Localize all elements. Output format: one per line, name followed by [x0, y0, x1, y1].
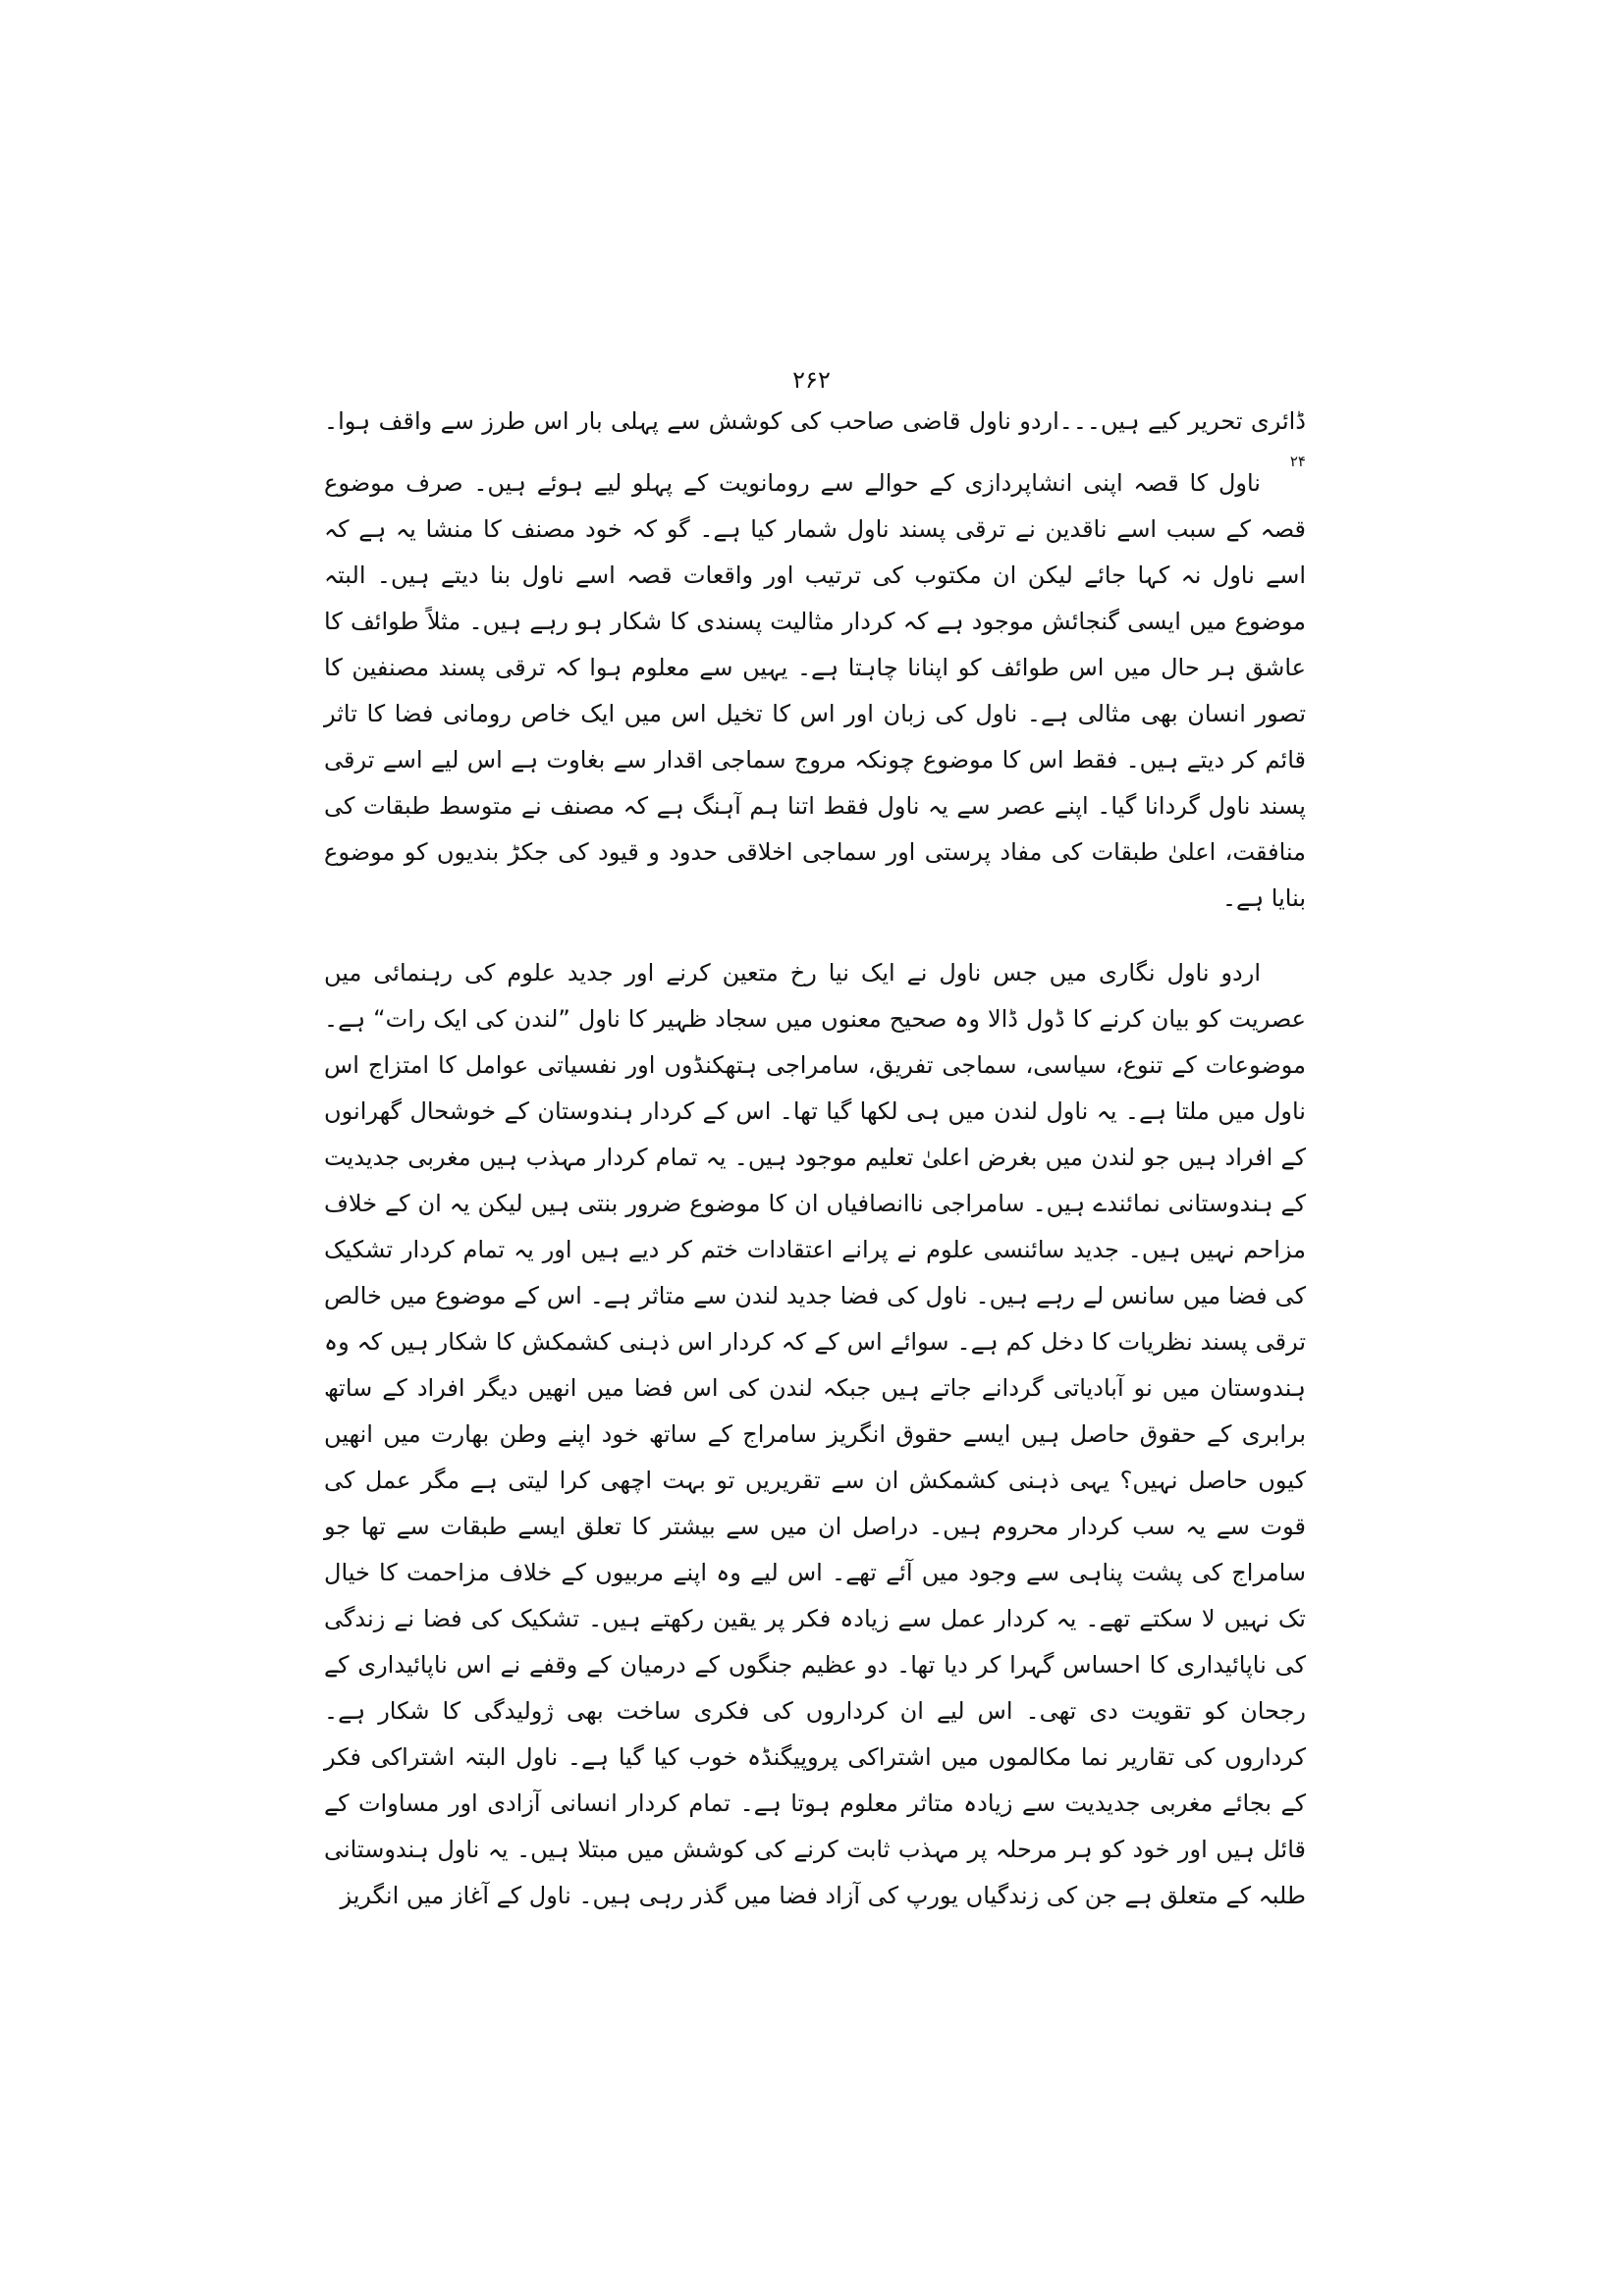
paragraph-2 [324, 950, 1306, 1919]
paragraph-2-text: اردو ناول نگاری میں جس ناول نے ایک نیا رخ متعین کرنے اور جدید علوم کی رہنمائی میں عصریت کو بیان کرنے کا ڈول ڈالا وہ صحیح معنوں میں سجاد ظہیر کا ناول ”لندن کی ایک رات“ ہے۔ موضوعات کے تنوع، سیاسی، سماجی تفریق، سامراجی ہتھکنڈوں اور نفسیاتی عوامل کا امتزاج اس ناول میں ملتا ہے۔ یہ ناول لندن میں ہی لکھا گیا تھا۔ اس کے کردار ہندوستان کے خوشحال گھرانوں کے افراد ہیں جو لندن میں بغرض اعلیٰ تعلیم موجود ہیں۔ یہ تمام کردار مہذب ہیں مغربی جدیدیت کے ہندوستانی نمائندے ہیں۔ سامراجی ناانصافیاں ان کا موضوع ضرور بنتی ہیں لیکن یہ ان کے خلاف مزاحم نہیں ہیں۔ جدید سائنسی علوم نے پرانے اعتقادات ختم کر دیے ہیں اور یہ تمام کردار تشکیک کی فضا میں سانس لے رہے ہیں۔ ناول کی فضا جدید لندن سے متاثر ہے۔ اس کے موضوع میں خالص ترقی پسند نظریات کا دخل کم ہے۔ سوائے اس کے کہ کردار اس ذہنی کشمکش کا شکار ہیں کہ وہ ہندوستان میں نو آبادیاتی گردانے جاتے ہیں جبکہ لندن کی اس فضا میں انھیں دیگر افراد کے ساتھ برابری کے حقوق حاصل ہیں ایسے حقوق انگریز سامراج کے ساتھ خود اپنے وطن بھارت میں انھیں کیوں حاصل نہیں؟ یہی ذہنی کشمکش ان سے تقریریں تو بہت اچھی کرا لیتی ہے مگر عمل کی قوت سے یہ سب کردار محروم ہیں۔ دراصل ان میں سے بیشتر کا تعلق ایسے طبقات سے تھا جو سامراج کی پشت پناہی سے وجود میں آئے تھے۔ اس لیے وہ اپنے مربیوں کے خلاف مزاحمت کا خیال تک نہیں لا سکتے تھے۔ یہ کردار عمل سے زیادہ فکر پر یقین رکھتے ہیں۔ تشکیک کی فضا نے زندگی کی ناپائیداری کا احساس گہرا کر دیا تھا۔ دو عظیم جنگوں کے درمیان کے وقفے نے اس ناپائیداری کے رجحان کو تقویت دی تھی۔ اس لیے ان کرداروں کی فکری ساخت بھی ژولیدگی کا شکار ہے۔ کرداروں کی تقاریر نما مکالموں میں اشتراکی پروپیگنڈہ خوب کیا گیا ہے۔ ناول البتہ اشتراکی فکر کے بجائے مغربی جدیدیت سے زیادہ متاثر معلوم ہوتا ہے۔ تمام کردار انسانی آزادی اور مساوات کے قائل ہیں اور خود کو ہر مرحلہ پر مہذب ثابت کرنے کی کوشش میں مبتلا ہیں۔ یہ ناول ہندوستانی طلبہ کے متعلق ہے جن کی زندگیاں یورپ کی آزاد فضا میں گذر رہی ہیں۔ ناول کے آغاز میں انگریز [324, 959, 1307, 1909]
page-number: ۲۶۲ [792, 366, 831, 394]
paragraph-1-text: ناول کا قصہ اپنی انشاپردازی کے حوالے سے رومانویت کے پہلو لیے ہوئے ہیں۔ صرف موضوع قصہ کے سبب اسے ناقدین نے ترقی پسند ناول شمار کیا ہے۔ گو کہ خود مصنف کا منشا یہ ہے کہ اسے ناول نہ کہا جائے لیکن ان مکتوب کی ترتیب اور واقعات قصہ اسے ناول بنا دیتے ہیں۔ البتہ موضوع میں ایسی گنجائش موجود ہے کہ کردار مثالیت پسندی کا شکار ہو رہے ہیں۔ مثلاً طوائف کا عاشق ہر حال میں اس طوائف کو اپنانا چاہتا ہے۔ یہیں سے معلوم ہوا کہ ترقی پسند مصنفین کا تصور انسان بھی مثالی ہے۔ ناول کی زبان اور اس کا تخیل اس میں ایک خاص رومانی فضا کا تاثر قائم کر دیتے ہیں۔ فقط اس کا موضوع چونکہ مروج سماجی اقدار سے بغاوت ہے اس لیے اسے ترقی پسند ناول گردانا گیا۔ اپنے عصر سے یہ ناول فقط اتنا ہم آہنگ ہے کہ مصنف نے متوسط طبقات کی منافقت، اعلیٰ طبقات کی مفاد پرستی اور سماجی اخلاقی حدود و قیود کی جکڑ بندیوں کو موضوع بنایا ہے۔ [324, 469, 1307, 912]
lead-line-text: ڈائری تحریر کیے ہیں۔۔۔اردو ناول قاضی صاحب کی کوشش سے پہلی بار اس طرز سے واقف ہوا۔ [324, 407, 1306, 435]
footnote-reference: ۲۴ [1289, 453, 1306, 470]
paragraph-1 [324, 460, 1306, 922]
